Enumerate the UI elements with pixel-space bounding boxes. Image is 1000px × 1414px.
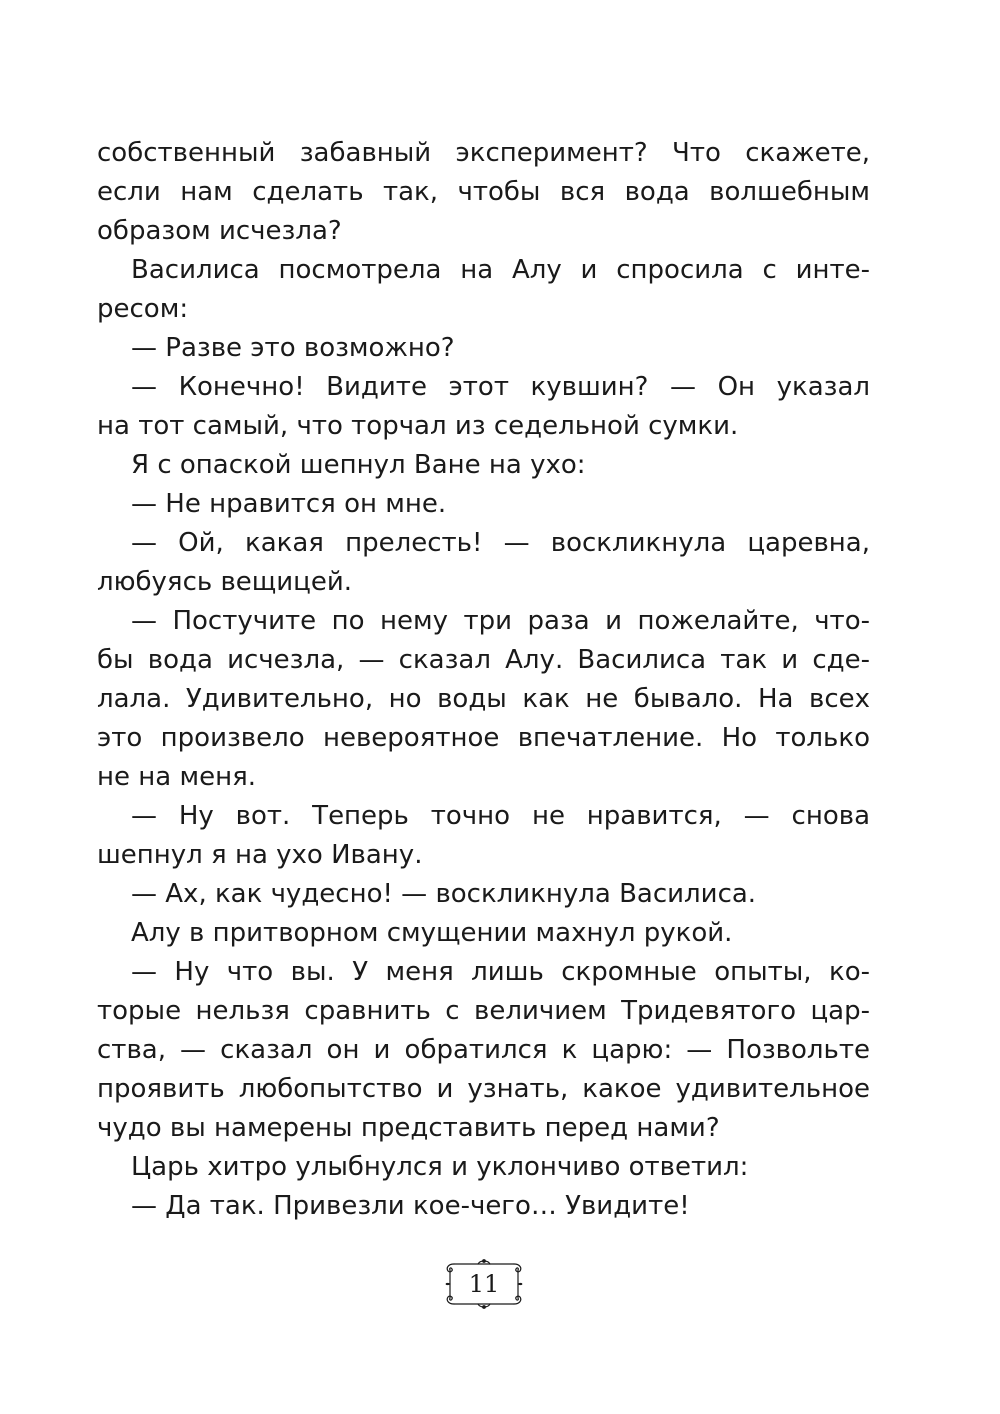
text-line: на тот самый, что торчал из седельной сумки. (97, 411, 739, 441)
text-line: не на меня. (97, 762, 256, 792)
text-line: — Да так. Привезли кое-чего… Увидите! (131, 1191, 690, 1221)
text-line: — Ну вот. Теперь точно не нравится, — снова (131, 801, 870, 831)
text-line: ресом: (97, 294, 189, 324)
text-line: торые нельзя сравнить с величием Тридевятого цар- (97, 996, 870, 1026)
text-line: бы вода исчезла, — сказал Алу. Василиса так и сде- (97, 645, 870, 675)
text-line: образом исчезла? (97, 216, 342, 246)
page-number: 11 (468, 1270, 500, 1298)
page-body-text (97, 134, 870, 1226)
text-line: — Ну что вы. У меня лишь скромные опыты, ко- (131, 957, 870, 987)
text-line: лала. Удивительно, но воды как не бывало. На всех (97, 684, 870, 714)
text-line: Василиса посмотрела на Алу и спросила с инте- (131, 255, 870, 285)
text-line: — Ой, какая прелесть! — воскликнула царевна, (131, 528, 870, 558)
page-number-ornament (442, 1258, 526, 1310)
text-line: Царь хитро улыбнулся и уклончиво ответил: (131, 1152, 749, 1182)
text-line: любуясь вещицей. (97, 567, 353, 597)
text-line: шепнул я на ухо Ивану. (97, 840, 423, 870)
text-line: Алу в притворном смущении махнул рукой. (131, 918, 733, 948)
text-line: — Не нравится он мне. (131, 489, 447, 519)
text-line: ства, — сказал он и обратился к царю: — Позвольте (97, 1035, 870, 1065)
text-line: — Ах, как чудесно! — воскликнула Василиса. (131, 879, 757, 909)
text-line: это произвело невероятное впечатление. Но только (97, 723, 870, 753)
text-line: Я с опаской шепнул Ване на ухо: (131, 450, 586, 480)
text-line: собственный забавный эксперимент? Что скажете, (97, 138, 870, 168)
text-line: — Разве это возможно? (131, 333, 455, 363)
text-line: — Постучите по нему три раза и пожелайте, что- (131, 606, 870, 636)
text-line: проявить любопытство и узнать, какое удивительное (97, 1074, 870, 1104)
text-line: чудо вы намерены представить перед нами? (97, 1113, 720, 1143)
text-line: если нам сделать так, чтобы вся вода волшебным (97, 177, 870, 207)
text-line: — Конечно! Видите этот кувшин? — Он указал (131, 372, 870, 402)
